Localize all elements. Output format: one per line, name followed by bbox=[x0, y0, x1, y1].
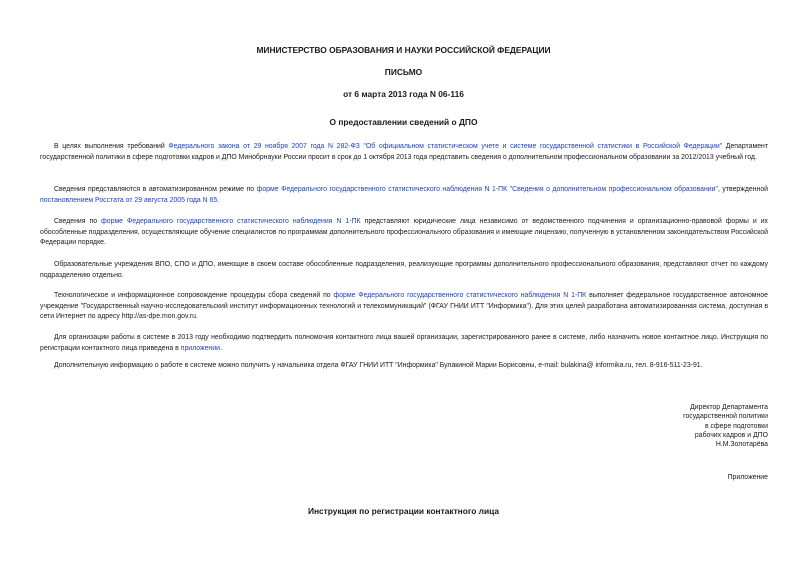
subject-heading: О предоставлении сведений о ДПО bbox=[329, 117, 478, 127]
paragraph-1-text-b: Департамент государственной политики в сфере подготовки кадров и ДПО Минобрнауки России просит в срок до 1 октября 2013 года представить сведения о дополнительном профессиональном образовании за 2012/2013 учебный год. bbox=[40, 143, 768, 161]
paragraph-4 bbox=[40, 260, 768, 281]
signature-line-3: в сфере подготовки bbox=[704, 422, 768, 430]
signature-line-1: Директор Департамента bbox=[690, 404, 768, 411]
date-number-heading: от 6 марта 2013 года N 06-116 bbox=[343, 89, 464, 99]
signature-block bbox=[683, 403, 768, 449]
rosstat-resolution-link[interactable]: постановлением Росстата от 29 августа 2005 года N 65 bbox=[40, 196, 218, 204]
signature-name: Н.М.Золотарёва bbox=[715, 441, 768, 449]
paragraph-1-text-a: В целях выполнения требований bbox=[54, 143, 169, 150]
form-1pk-link[interactable]: форме Федерального государственного статистического наблюдения N 1-ПК "Сведения о дополнительном профессиональном образовании" bbox=[256, 186, 718, 193]
paragraph-2-text-a: Сведения представляются в автоматизированном режиме по bbox=[54, 186, 257, 193]
paragraph-4-text: Образовательные учреждения ВПО, СПО и ДПО, имеющие в своем составе обособленные подразделения, реализующие программы дополнительного профессионального образования, представляют отчет по каждому подразделению отдельно. bbox=[40, 261, 768, 279]
signature-line-2: государственной политики bbox=[683, 413, 768, 421]
paragraph-6-text-a: Для организации работы в системе в 2013 году необходимо подтвердить полномочия контактного лица вашей организации, зарегистрированного ранее в системе, либо назначить новое контактное лицо. Инструкция по регистрации контактного лица приведена в bbox=[40, 334, 768, 352]
paragraph-2 bbox=[40, 185, 768, 206]
appendix-link[interactable]: приложении bbox=[180, 344, 220, 352]
paragraph-2-text-c: . bbox=[217, 196, 220, 204]
doc-type-heading: ПИСЬМО bbox=[384, 67, 423, 77]
instruction-title: Инструкция по регистрации контактного лица bbox=[307, 506, 500, 516]
signature-line-4: рабочих кадров и ДПО bbox=[694, 431, 768, 439]
paragraph-7 bbox=[40, 361, 768, 372]
paragraph-5-text-b: выполняет федеральное государственное автономное учреждение "Государственный научно-исследовательский институт информационных технологий и телекоммуникаций" (ФГАУ ГНИИ ИТТ "Информика"). Для этих целей разработана автоматизированная система, доступная в сети Интернет по адресу http://as-dpe.mon.gov.ru. bbox=[40, 292, 768, 321]
paragraph-6-text-b: . bbox=[219, 344, 222, 352]
paragraph-5 bbox=[40, 291, 768, 323]
paragraph-5-text-a: Технологическое и информационное сопровождение процедуры сбора сведений по bbox=[54, 292, 334, 299]
appendix-label: Приложение bbox=[727, 474, 768, 481]
paragraph-2-text-b: , утвержденной bbox=[717, 186, 768, 193]
form-1pk-link-3[interactable]: форме Федерального государственного статистического наблюдения N 1-ПК bbox=[333, 292, 587, 299]
paragraph-3 bbox=[40, 217, 768, 249]
paragraph-3-text-b: представляют юридические лица независимо от ведомственного подчинения и организационно-правовой формы и их обособленные подразделения, осуществляющие обучение специалистов по программам дополнительного профессионального образования и имеющие лицензию, полученную в установленном законодательством Российской Федерации порядке. bbox=[40, 218, 768, 247]
paragraph-7-text: Дополнительную информацию о работе в системе можно получить у начальника отдела ФГАУ ГНИИ ИТТ "Информика" Булакиной Марии Борисовны, e-mail: bulakina@ informika.ru, тел. 8-916-511-23-91. bbox=[54, 362, 703, 369]
federal-law-link[interactable]: Федерального закона от 29 ноября 2007 года N 282-ФЗ "Об официальном статистическом учете и системе государственной статистики в Российской Федерации" bbox=[168, 143, 723, 150]
ministry-heading: МИНИСТЕРСТВО ОБРАЗОВАНИЯ И НАУКИ РОССИЙСКОЙ ФЕДЕРАЦИИ bbox=[256, 45, 551, 55]
paragraph-3-text-a: Сведения по bbox=[54, 218, 102, 225]
form-1pk-link-2[interactable]: форме Федерального государственного статистического наблюдения N 1-ПК bbox=[101, 218, 361, 225]
paragraph-6 bbox=[40, 333, 768, 354]
paragraph-1 bbox=[40, 142, 768, 163]
